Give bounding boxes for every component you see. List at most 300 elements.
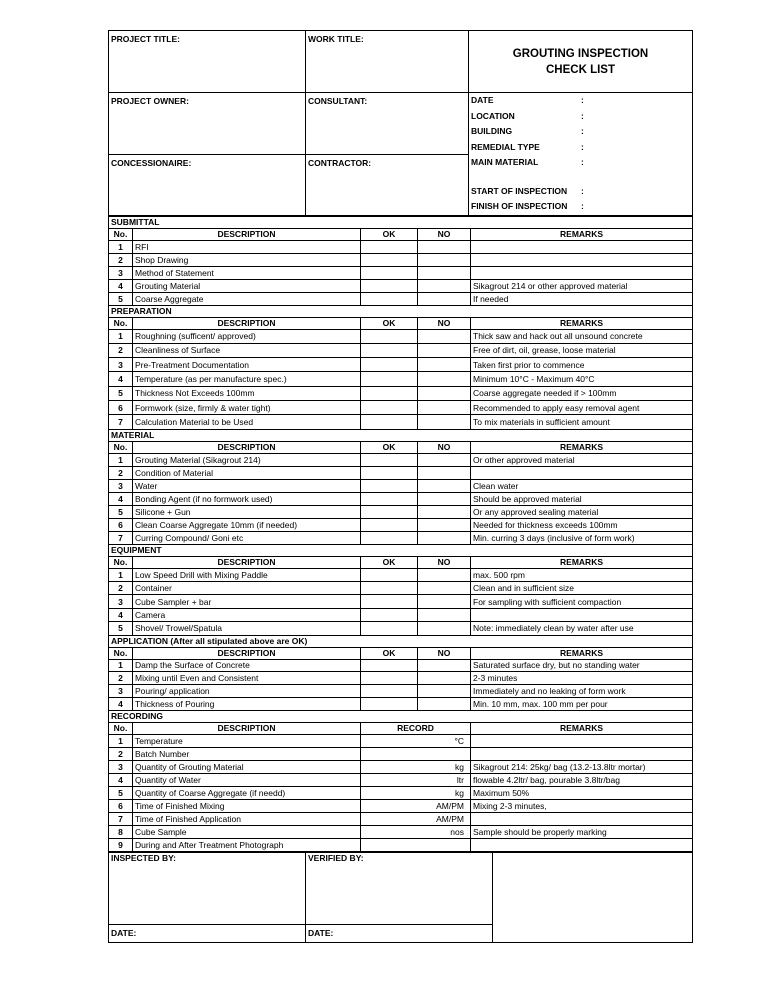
row-description: Cube Sampler + bar xyxy=(133,595,361,608)
no-checkbox-cell[interactable] xyxy=(418,479,471,492)
row-remarks xyxy=(471,747,693,760)
row-description: Cleanliness of Surface xyxy=(133,343,361,357)
ok-checkbox-cell[interactable] xyxy=(361,400,418,414)
checklist-row xyxy=(109,622,693,635)
no-checkbox-cell[interactable] xyxy=(418,672,471,685)
column-header-row xyxy=(109,722,693,734)
row-description: Shovel/ Trowel/Spatula xyxy=(133,622,361,635)
row-description: RFI xyxy=(133,240,361,253)
ok-checkbox-cell[interactable] xyxy=(361,595,418,608)
ok-checkbox-cell[interactable] xyxy=(361,697,418,710)
checklist-row xyxy=(109,386,693,400)
ok-checkbox-cell[interactable] xyxy=(361,453,418,466)
ok-checkbox-cell[interactable] xyxy=(361,386,418,400)
ok-checkbox-cell[interactable] xyxy=(361,622,418,635)
row-number: 3 xyxy=(109,595,133,608)
col-no-check: NO xyxy=(418,317,471,329)
row-description: Pre-Treatment Documentation xyxy=(133,358,361,372)
checklist-row xyxy=(109,518,693,531)
checklist-row xyxy=(109,685,693,698)
checklist-row xyxy=(109,760,693,773)
concessionaire-label: CONCESSIONAIRE: xyxy=(109,154,306,215)
row-remarks: Sample should be properly marking xyxy=(471,825,693,838)
info-field-value[interactable]: : xyxy=(581,157,584,167)
row-description: Water xyxy=(133,479,361,492)
col-remarks: REMARKS xyxy=(471,317,693,329)
no-checkbox-cell[interactable] xyxy=(418,531,471,544)
row-number: 3 xyxy=(109,479,133,492)
row-description: Temperature (as per manufacture spec.) xyxy=(133,372,361,386)
inspected-by-label: INSPECTED BY: xyxy=(109,852,306,924)
project-title-label: PROJECT TITLE: xyxy=(109,31,306,93)
work-title-label: WORK TITLE: xyxy=(306,31,469,93)
column-header-row xyxy=(109,228,693,240)
col-description: DESCRIPTION xyxy=(133,722,361,734)
ok-checkbox-cell[interactable] xyxy=(361,343,418,357)
row-number: 7 xyxy=(109,531,133,544)
col-no-check: NO xyxy=(418,556,471,568)
checklist-row xyxy=(109,747,693,760)
checklist-row xyxy=(109,825,693,838)
row-number: 5 xyxy=(109,622,133,635)
checklist-row xyxy=(109,581,693,594)
record-unit[interactable]: nos xyxy=(361,825,471,838)
col-remarks: REMARKS xyxy=(471,647,693,659)
document-title xyxy=(469,31,693,93)
col-description: DESCRIPTION xyxy=(133,441,361,453)
row-number: 4 xyxy=(109,372,133,386)
column-header-row xyxy=(109,647,693,659)
ok-checkbox-cell[interactable] xyxy=(361,505,418,518)
col-no: No. xyxy=(109,441,133,453)
section-submittal xyxy=(109,216,693,228)
section-material xyxy=(109,429,693,441)
row-description: Time of Finished Application xyxy=(133,812,361,825)
section-title: APPLICATION (After all stipulated above are OK) xyxy=(109,635,693,647)
checklist-row xyxy=(109,415,693,429)
row-description: Curring Compound/ Goni etc xyxy=(133,531,361,544)
no-checkbox-cell[interactable] xyxy=(418,518,471,531)
row-remarks: Min. curring 3 days (inclusive of form work) xyxy=(471,531,693,544)
header-table xyxy=(108,30,693,216)
col-no-check: NO xyxy=(418,647,471,659)
row-number: 6 xyxy=(109,400,133,414)
row-remarks xyxy=(471,240,693,253)
row-number: 9 xyxy=(109,838,133,851)
col-remarks: REMARKS xyxy=(471,228,693,240)
info-field-value[interactable]: : xyxy=(581,201,584,211)
record-unit[interactable]: ltr xyxy=(361,773,471,786)
row-number: 3 xyxy=(109,266,133,279)
no-checkbox-cell[interactable] xyxy=(418,358,471,372)
col-no: No. xyxy=(109,317,133,329)
row-description: Quantity of Grouting Material xyxy=(133,760,361,773)
row-remarks xyxy=(471,812,693,825)
row-description: Shop Drawing xyxy=(133,253,361,266)
row-number: 1 xyxy=(109,568,133,581)
col-ok: OK xyxy=(361,228,418,240)
record-unit[interactable] xyxy=(361,838,471,851)
no-checkbox-cell[interactable] xyxy=(418,415,471,429)
ok-checkbox-cell[interactable] xyxy=(361,672,418,685)
row-description: Quantity of Coarse Aggregate (if needd) xyxy=(133,786,361,799)
no-checkbox-cell[interactable] xyxy=(418,659,471,672)
no-checkbox-cell[interactable] xyxy=(418,581,471,594)
checklist-row xyxy=(109,343,693,357)
row-remarks xyxy=(471,608,693,621)
record-unit[interactable]: kg xyxy=(361,786,471,799)
row-remarks xyxy=(471,734,693,747)
date-label-inspected: DATE: xyxy=(109,924,306,942)
row-description: Calculation Material to be Used xyxy=(133,415,361,429)
row-remarks: Recommended to apply easy removal agent xyxy=(471,400,693,414)
checklist-row xyxy=(109,453,693,466)
record-unit[interactable]: AM/PM xyxy=(361,812,471,825)
row-description: Pouring/ application xyxy=(133,685,361,698)
col-no: No. xyxy=(109,722,133,734)
record-unit[interactable]: AM/PM xyxy=(361,799,471,812)
col-ok: OK xyxy=(361,556,418,568)
date-label-verified: DATE: xyxy=(306,924,493,942)
row-number: 3 xyxy=(109,358,133,372)
row-description: Time of Finished Mixing xyxy=(133,799,361,812)
row-remarks: 2-3 minutes xyxy=(471,672,693,685)
row-remarks: Maximum 50% xyxy=(471,786,693,799)
row-number: 2 xyxy=(109,581,133,594)
checklist-row xyxy=(109,672,693,685)
ok-checkbox-cell[interactable] xyxy=(361,253,418,266)
info-field-row xyxy=(471,93,691,109)
checklist-row xyxy=(109,358,693,372)
checklist-row xyxy=(109,479,693,492)
checklist-row xyxy=(109,608,693,621)
ok-checkbox-cell[interactable] xyxy=(361,329,418,343)
ok-checkbox-cell[interactable] xyxy=(361,479,418,492)
row-description: Temperature xyxy=(133,734,361,747)
row-remarks: Thick saw and hack out all unsound concrete xyxy=(471,329,693,343)
row-number: 7 xyxy=(109,415,133,429)
col-no: No. xyxy=(109,647,133,659)
section-preparation xyxy=(109,305,693,317)
info-fields xyxy=(471,93,691,171)
no-checkbox-cell[interactable] xyxy=(418,608,471,621)
column-header-row xyxy=(109,317,693,329)
record-unit[interactable] xyxy=(361,747,471,760)
signature-table xyxy=(108,852,693,943)
info-field-label: REMEDIAL TYPE xyxy=(471,141,540,152)
ok-checkbox-cell[interactable] xyxy=(361,372,418,386)
info-field-row xyxy=(471,109,691,125)
info-field-label: LOCATION xyxy=(471,110,515,121)
column-header-row xyxy=(109,441,693,453)
row-number: 5 xyxy=(109,292,133,305)
row-number: 2 xyxy=(109,466,133,479)
row-description: Low Speed Drill with Mixing Paddle xyxy=(133,568,361,581)
row-description: Grouting Material (Sikagrout 214) xyxy=(133,453,361,466)
row-number: 7 xyxy=(109,812,133,825)
col-ok: OK xyxy=(361,317,418,329)
col-description: DESCRIPTION xyxy=(133,556,361,568)
ok-checkbox-cell[interactable] xyxy=(361,292,418,305)
info-field-label: FINISH OF INSPECTION xyxy=(471,201,568,211)
ok-checkbox-cell[interactable] xyxy=(361,608,418,621)
row-description: Clean Coarse Aggregate 10mm (if needed) xyxy=(133,518,361,531)
col-no-check: NO xyxy=(418,441,471,453)
no-checkbox-cell[interactable] xyxy=(418,505,471,518)
row-remarks xyxy=(471,266,693,279)
row-remarks: For sampling with sufficient compaction xyxy=(471,595,693,608)
checklist-row xyxy=(109,240,693,253)
section-title: EQUIPMENT xyxy=(109,544,693,556)
row-number: 8 xyxy=(109,825,133,838)
info-field-value[interactable]: : xyxy=(581,141,584,152)
row-number: 3 xyxy=(109,685,133,698)
row-number: 1 xyxy=(109,734,133,747)
record-unit[interactable]: kg xyxy=(361,760,471,773)
row-description: Silicone + Gun xyxy=(133,505,361,518)
row-description: Cube Sample xyxy=(133,825,361,838)
no-checkbox-cell[interactable] xyxy=(418,453,471,466)
checklist-row xyxy=(109,329,693,343)
section-title: RECORDING xyxy=(109,710,693,722)
ok-checkbox-cell[interactable] xyxy=(361,568,418,581)
row-remarks: Saturated surface dry, but no standing water xyxy=(471,659,693,672)
info-field-value[interactable]: : xyxy=(581,126,584,136)
checklist-table xyxy=(108,216,693,852)
row-number: 5 xyxy=(109,386,133,400)
ok-checkbox-cell[interactable] xyxy=(361,685,418,698)
ok-checkbox-cell[interactable] xyxy=(361,492,418,505)
col-remarks: REMARKS xyxy=(471,722,693,734)
row-remarks: Clean water xyxy=(471,479,693,492)
info-field-row xyxy=(471,184,691,200)
section-title: SUBMITTAL xyxy=(109,216,693,228)
row-remarks: Immediately and no leaking of form work xyxy=(471,685,693,698)
row-remarks: Note: immediately clean by water after use xyxy=(471,622,693,635)
checklist-row xyxy=(109,786,693,799)
col-ok: OK xyxy=(361,441,418,453)
no-checkbox-cell[interactable] xyxy=(418,266,471,279)
document-title-line1: GROUTING INSPECTION xyxy=(512,47,649,60)
row-number: 1 xyxy=(109,329,133,343)
info-field-row xyxy=(471,124,691,140)
info-field-value[interactable]: : xyxy=(581,110,584,121)
info-field-row xyxy=(471,155,691,171)
row-description: Thickness of Pouring xyxy=(133,697,361,710)
row-number: 5 xyxy=(109,505,133,518)
checklist-row xyxy=(109,279,693,292)
checklist-row xyxy=(109,568,693,581)
section-title: MATERIAL xyxy=(109,429,693,441)
no-checkbox-cell[interactable] xyxy=(418,492,471,505)
col-description: DESCRIPTION xyxy=(133,647,361,659)
row-number: 3 xyxy=(109,760,133,773)
col-no: No. xyxy=(109,556,133,568)
ok-checkbox-cell[interactable] xyxy=(361,659,418,672)
row-remarks: Should be approved material xyxy=(471,492,693,505)
checklist-row xyxy=(109,253,693,266)
row-description: Mixing until Even and Consistent xyxy=(133,672,361,685)
no-checkbox-cell[interactable] xyxy=(418,386,471,400)
project-owner-label: PROJECT OWNER: xyxy=(109,93,306,155)
signature-blank-cell xyxy=(493,852,693,942)
ok-checkbox-cell[interactable] xyxy=(361,518,418,531)
row-remarks: Minimum 10°C - Maximum 40°C xyxy=(471,372,693,386)
col-no: No. xyxy=(109,228,133,240)
section-application xyxy=(109,635,693,647)
document-title-line2: CHECK LIST xyxy=(546,63,615,76)
consultant-label: CONSULTANT: xyxy=(306,93,469,155)
checklist-row xyxy=(109,799,693,812)
checklist-row xyxy=(109,659,693,672)
row-remarks: Needed for thickness exceeds 100mm xyxy=(471,518,693,531)
col-remarks: REMARKS xyxy=(471,441,693,453)
row-description: Camera xyxy=(133,608,361,621)
no-checkbox-cell[interactable] xyxy=(418,279,471,292)
ok-checkbox-cell[interactable] xyxy=(361,279,418,292)
checklist-sheet xyxy=(108,30,692,943)
row-number: 2 xyxy=(109,672,133,685)
row-number: 4 xyxy=(109,279,133,292)
row-number: 2 xyxy=(109,343,133,357)
row-description: Method of Statement xyxy=(133,266,361,279)
info-field-value[interactable]: : xyxy=(581,95,584,105)
col-description: DESCRIPTION xyxy=(133,228,361,240)
no-checkbox-cell[interactable] xyxy=(418,343,471,357)
ok-checkbox-cell[interactable] xyxy=(361,358,418,372)
row-number: 1 xyxy=(109,659,133,672)
info-field-value[interactable]: : xyxy=(581,185,584,196)
row-description: Thickness Not Exceeds 100mm xyxy=(133,386,361,400)
info-field-label: BUILDING xyxy=(471,126,513,136)
column-header-row xyxy=(109,556,693,568)
col-description: DESCRIPTION xyxy=(133,317,361,329)
record-unit[interactable]: °C xyxy=(361,734,471,747)
col-ok: OK xyxy=(361,647,418,659)
row-remarks: Sikagrout 214: 25kg/ bag (13.2-13.8ltr mortar) xyxy=(471,760,693,773)
row-description: Bonding Agent (if no formwork used) xyxy=(133,492,361,505)
col-record: RECORD xyxy=(361,722,471,734)
checklist-row xyxy=(109,400,693,414)
checklist-row xyxy=(109,492,693,505)
no-checkbox-cell[interactable] xyxy=(418,240,471,253)
checklist-row xyxy=(109,466,693,479)
row-remarks: Sikagrout 214 or other approved material xyxy=(471,279,693,292)
no-checkbox-cell[interactable] xyxy=(418,685,471,698)
no-checkbox-cell[interactable] xyxy=(418,622,471,635)
row-remarks: Clean and in sufficient size xyxy=(471,581,693,594)
row-remarks: Min. 10 mm, max. 100 mm per pour xyxy=(471,697,693,710)
ok-checkbox-cell[interactable] xyxy=(361,240,418,253)
no-checkbox-cell[interactable] xyxy=(418,253,471,266)
row-description: During and After Treatment Photograph xyxy=(133,838,361,851)
no-checkbox-cell[interactable] xyxy=(418,466,471,479)
no-checkbox-cell[interactable] xyxy=(418,400,471,414)
ok-checkbox-cell[interactable] xyxy=(361,581,418,594)
ok-checkbox-cell[interactable] xyxy=(361,266,418,279)
row-number: 4 xyxy=(109,773,133,786)
row-number: 1 xyxy=(109,453,133,466)
info-field-row xyxy=(471,199,691,215)
row-remarks: Free of dirt, oil, grease, loose material xyxy=(471,343,693,357)
info-field-label: DATE xyxy=(471,95,494,105)
section-equipment xyxy=(109,544,693,556)
verified-by-label: VERIFIED BY: xyxy=(306,852,493,924)
row-remarks: flowable 4.2ltr/ bag, pourable 3.8ltr/bag xyxy=(471,773,693,786)
row-description: Grouting Material xyxy=(133,279,361,292)
row-remarks: Or other approved material xyxy=(471,453,693,466)
row-number: 2 xyxy=(109,253,133,266)
row-remarks: If needed xyxy=(471,292,693,305)
no-checkbox-cell[interactable] xyxy=(418,568,471,581)
row-remarks: Or any approved sealing material xyxy=(471,505,693,518)
row-remarks: To mix materials in sufficient amount xyxy=(471,415,693,429)
section-title: PREPARATION xyxy=(109,305,693,317)
row-description: Condition of Material xyxy=(133,466,361,479)
ok-checkbox-cell[interactable] xyxy=(361,466,418,479)
checklist-row xyxy=(109,697,693,710)
row-number: 2 xyxy=(109,747,133,760)
row-remarks xyxy=(471,253,693,266)
col-no-check: NO xyxy=(418,228,471,240)
checklist-row xyxy=(109,505,693,518)
row-number: 4 xyxy=(109,697,133,710)
ok-checkbox-cell[interactable] xyxy=(361,531,418,544)
row-remarks xyxy=(471,466,693,479)
ok-checkbox-cell[interactable] xyxy=(361,415,418,429)
row-description: Quantity of Water xyxy=(133,773,361,786)
no-checkbox-cell[interactable] xyxy=(418,595,471,608)
checklist-row xyxy=(109,595,693,608)
info-field-row xyxy=(471,140,691,156)
contractor-label: CONTRACTOR: xyxy=(306,154,469,215)
row-number: 1 xyxy=(109,240,133,253)
col-remarks: REMARKS xyxy=(471,556,693,568)
row-description: Damp the Surface of Concrete xyxy=(133,659,361,672)
row-number: 4 xyxy=(109,492,133,505)
no-checkbox-cell[interactable] xyxy=(418,697,471,710)
checklist-row xyxy=(109,812,693,825)
row-description: Coarse Aggregate xyxy=(133,292,361,305)
checklist-row xyxy=(109,531,693,544)
row-number: 4 xyxy=(109,608,133,621)
info-field-label: START OF INSPECTION xyxy=(471,185,568,196)
info-field-label: MAIN MATERIAL xyxy=(471,157,539,167)
checklist-row xyxy=(109,734,693,747)
checklist-row xyxy=(109,292,693,305)
checklist-row xyxy=(109,838,693,851)
checklist-row xyxy=(109,773,693,786)
row-number: 5 xyxy=(109,786,133,799)
info-fields-cell xyxy=(469,93,693,216)
row-description: Roughning (sufficent/ approved) xyxy=(133,329,361,343)
no-checkbox-cell[interactable] xyxy=(418,292,471,305)
row-remarks: max. 500 rpm xyxy=(471,568,693,581)
row-description: Batch Number xyxy=(133,747,361,760)
no-checkbox-cell[interactable] xyxy=(418,372,471,386)
row-remarks: Mixing 2-3 minutes, xyxy=(471,799,693,812)
row-number: 6 xyxy=(109,518,133,531)
row-remarks: Coarse aggregate needed if > 100mm xyxy=(471,386,693,400)
checklist-row xyxy=(109,372,693,386)
row-remarks xyxy=(471,838,693,851)
checklist-row xyxy=(109,266,693,279)
row-number: 6 xyxy=(109,799,133,812)
row-description: Container xyxy=(133,581,361,594)
section-recording xyxy=(109,710,693,722)
row-description: Formwork (size, firmly & water tight) xyxy=(133,400,361,414)
no-checkbox-cell[interactable] xyxy=(418,329,471,343)
